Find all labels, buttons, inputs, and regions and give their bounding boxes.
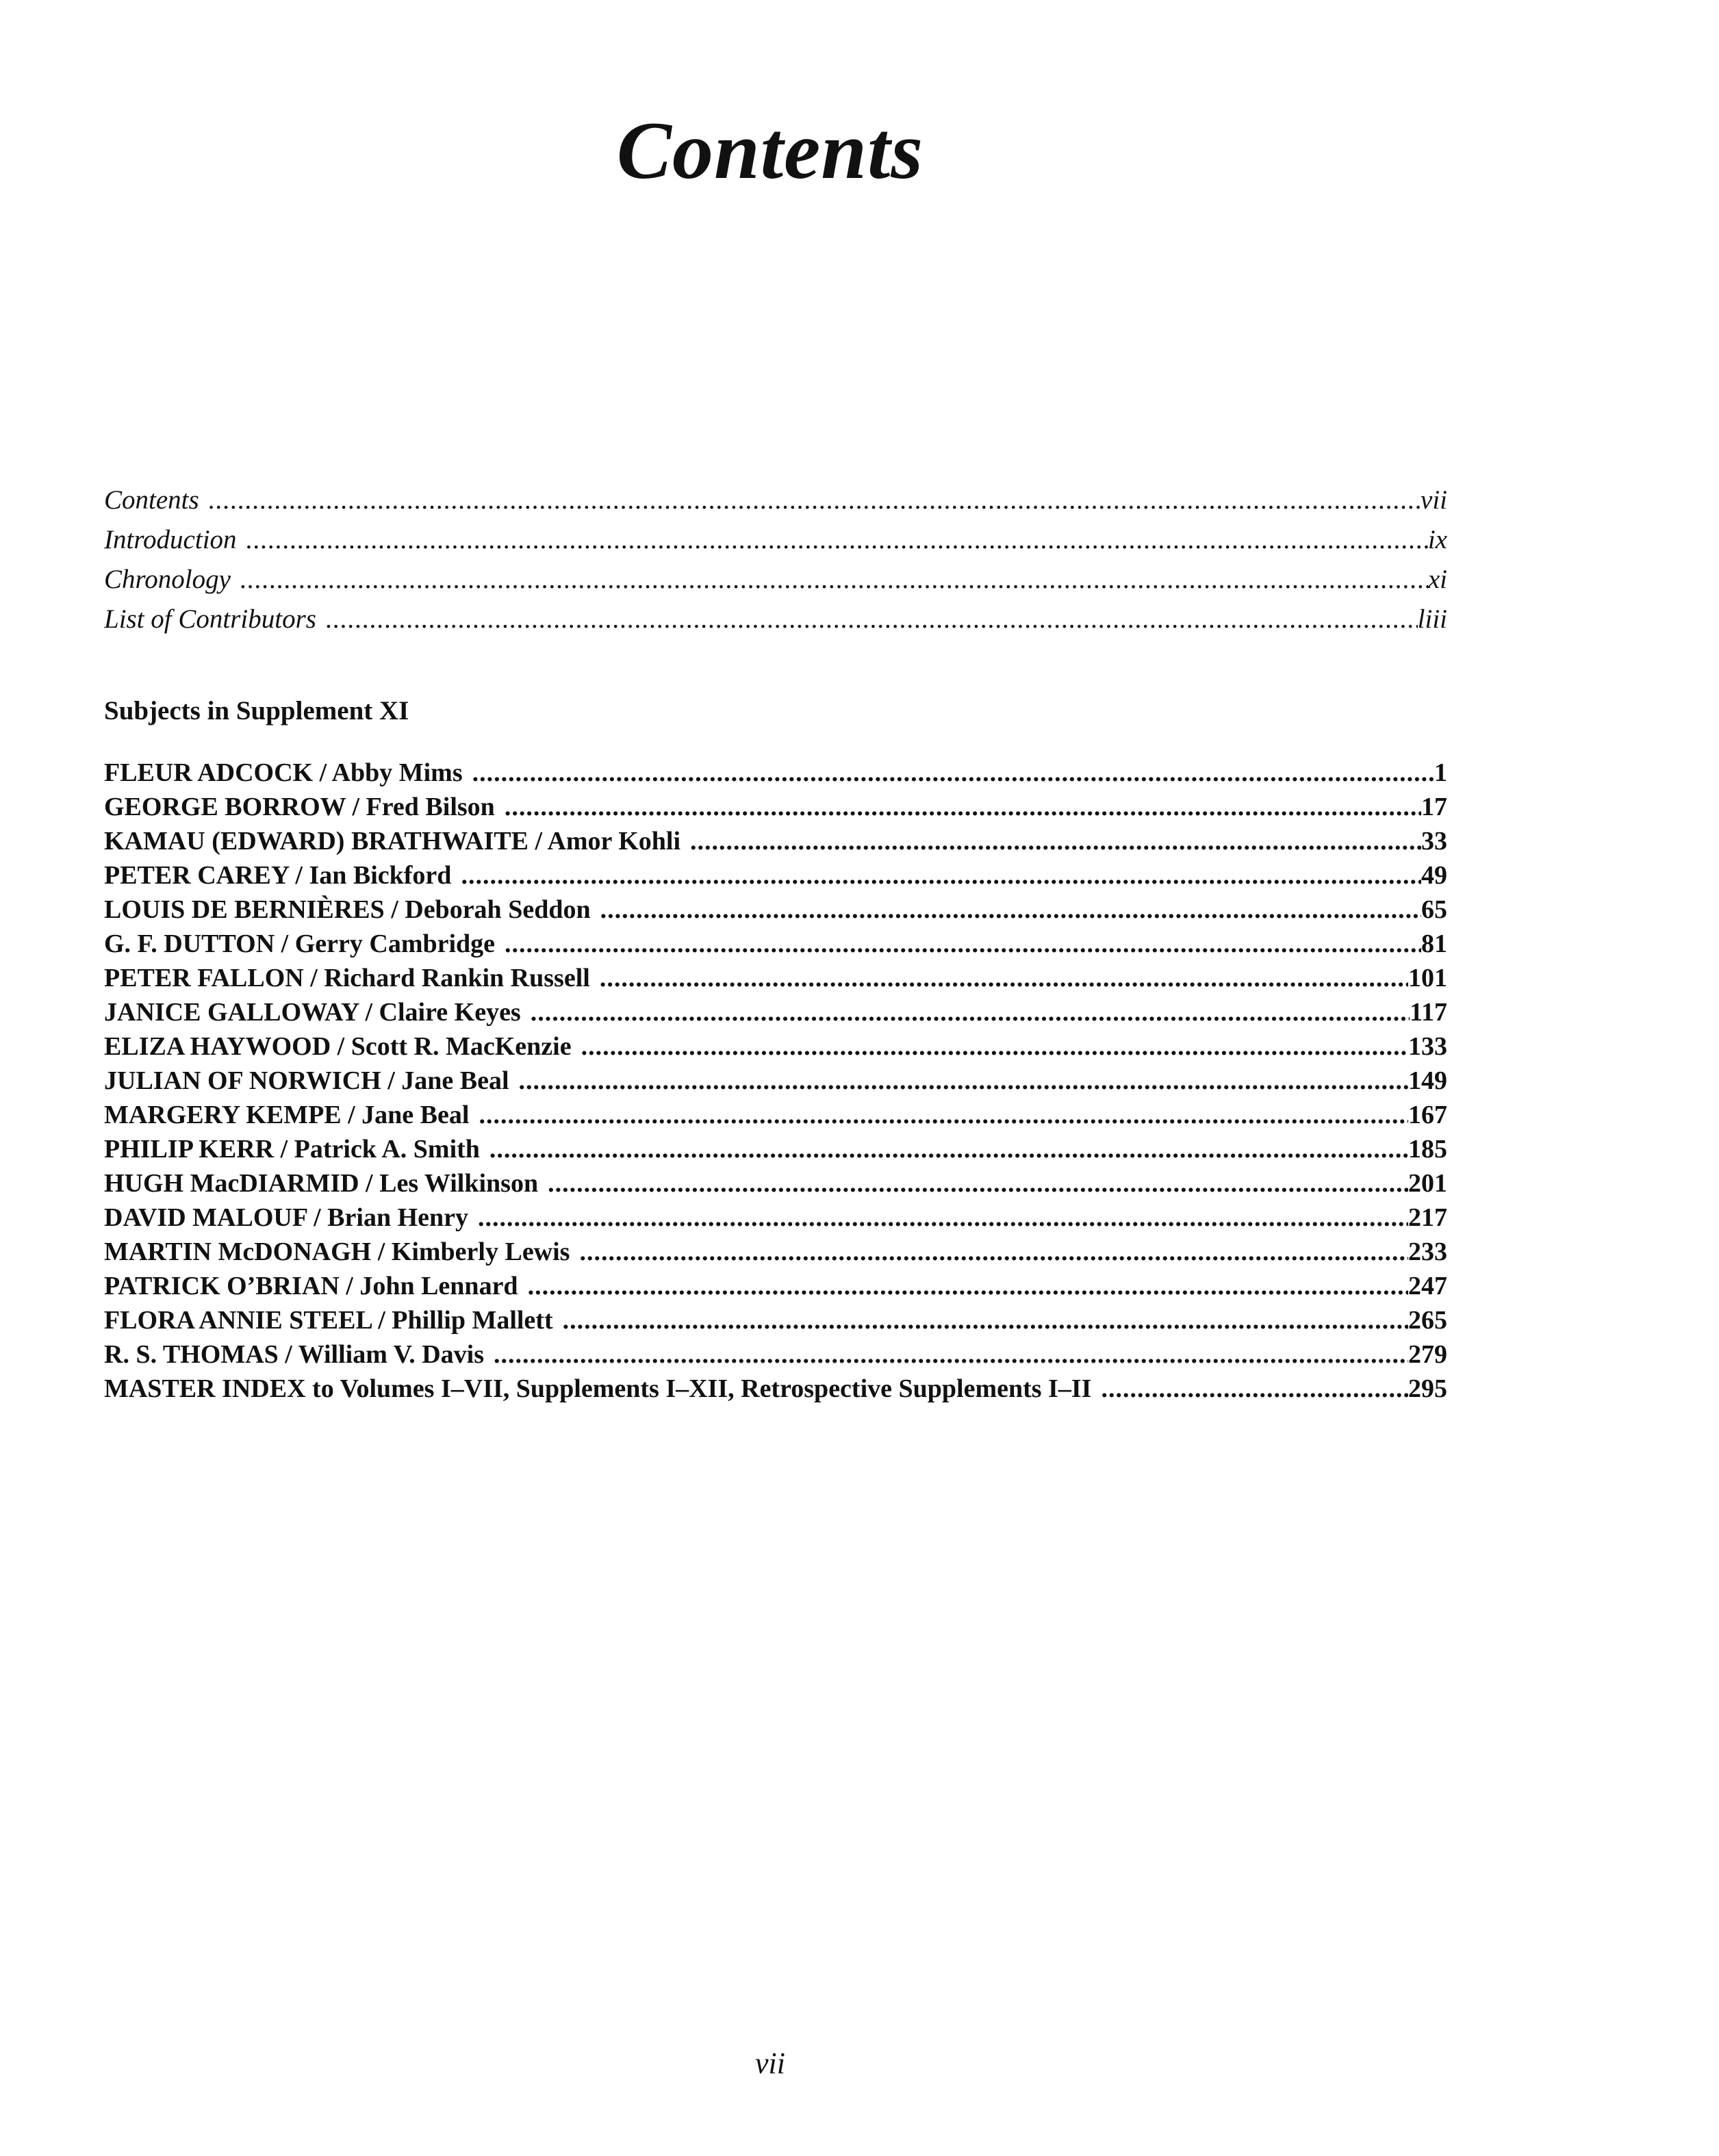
subject-entry-page: 81 [1421,929,1447,958]
subject-entry-page: 133 [1408,1032,1447,1061]
subject-entry-page: 201 [1408,1169,1447,1198]
subject-entry[interactable] [104,790,1447,824]
subject-entry-label: LOUIS DE BERNIÈRES / Deborah Seddon [104,895,591,924]
subject-entry[interactable] [104,893,1447,927]
subject-entry-page: 117 [1410,998,1447,1027]
dot-leader [581,1029,1408,1064]
dot-leader [240,560,1428,600]
toc-entry-label: Contents [104,485,199,515]
dot-leader [494,1337,1408,1372]
dot-leader [563,1303,1408,1337]
dot-leader [479,1098,1408,1132]
subject-entry-label: JANICE GALLOWAY / Claire Keyes [104,998,521,1027]
subject-entry-page: 217 [1408,1203,1447,1232]
dot-leader [246,520,1428,560]
toc-entry-introduction[interactable] [104,520,1447,560]
subject-entry[interactable] [104,1201,1447,1235]
dot-leader [326,600,1418,639]
dot-leader [461,858,1421,893]
dot-leader [531,995,1410,1029]
subject-entry[interactable] [104,1269,1447,1303]
subject-entry-page: 33 [1421,827,1447,856]
front-matter-list [104,480,1447,639]
toc-entry-contents[interactable] [104,480,1447,520]
dot-leader [528,1269,1408,1303]
subject-entry[interactable] [104,1132,1447,1166]
subject-entry-label: ELIZA HAYWOOD / Scott R. MacKenzie [104,1032,572,1061]
subject-entry[interactable] [104,927,1447,961]
subject-entry-page: 233 [1408,1237,1447,1266]
toc-entry-page: ix [1427,525,1447,554]
subject-entry-label: JULIAN OF NORWICH / Jane Beal [104,1066,509,1095]
subject-entry-label: PETER FALLON / Richard Rankin Russell [104,964,590,992]
subject-entry-label: MASTER INDEX to Volumes I–VII, Supplements I–XII, Retrospective Supplements I–II [104,1374,1092,1403]
subject-entry-page: 17 [1421,793,1447,821]
subject-list [104,756,1447,1406]
subject-entry-label: MARGERY KEMPE / Jane Beal [104,1101,470,1129]
subject-entry-label: R. S. THOMAS / William V. Davis [104,1340,485,1369]
toc-entry-page: liii [1417,604,1447,634]
subject-entry[interactable] [104,756,1447,790]
toc-entry-label: Chronology [104,565,231,594]
subject-entry-label: PATRICK O’BRIAN / John Lennard [104,1272,518,1300]
subject-entry[interactable] [104,1098,1447,1132]
subject-entry-label: PHILIP KERR / Patrick A. Smith [104,1135,480,1164]
subject-entry-page: 295 [1408,1374,1447,1403]
subject-entry[interactable] [104,824,1447,858]
subject-entry-page: 49 [1421,861,1447,890]
dot-leader [548,1166,1408,1201]
subject-entry-page: 247 [1408,1272,1447,1300]
toc-entry-label: List of Contributors [104,604,316,634]
subject-entry[interactable] [104,961,1447,995]
subject-entry[interactable] [104,995,1447,1029]
subject-entry-page: 101 [1408,964,1447,992]
dot-leader [472,756,1434,790]
subject-entry[interactable] [104,1064,1447,1098]
dot-leader [1101,1372,1408,1406]
subject-entry-page: 149 [1408,1066,1447,1095]
dot-leader [489,1132,1408,1166]
toc-entry-label: Introduction [104,525,237,554]
subject-entry-page: 279 [1408,1340,1447,1369]
subject-entry[interactable] [104,1303,1447,1337]
dot-leader [209,480,1421,520]
dot-leader [478,1201,1408,1235]
subject-entry-label: HUGH MacDIARMID / Les Wilkinson [104,1169,539,1198]
section-heading: Subjects in Supplement XI [104,696,409,726]
dot-leader [505,927,1421,961]
dot-leader [519,1064,1408,1098]
subject-entry[interactable] [104,1029,1447,1064]
subject-entry-page: 167 [1408,1101,1447,1129]
subject-entry-page: 185 [1408,1135,1447,1164]
dot-leader [600,893,1421,927]
page-number: vii [755,2046,785,2080]
subject-entry[interactable] [104,1337,1447,1372]
subject-entry-label: DAVID MALOUF / Brian Henry [104,1203,468,1232]
subject-entry-page: 1 [1434,758,1447,787]
toc-entry-list-of-contributors[interactable] [104,600,1447,639]
master-index-entry[interactable] [104,1372,1447,1406]
subject-entry-page: 65 [1421,895,1447,924]
subject-entry-page: 265 [1408,1306,1447,1335]
subject-entry-label: MARTIN McDONAGH / Kimberly Lewis [104,1237,570,1266]
subject-entry-label: FLEUR ADCOCK / Abby Mims [104,758,463,787]
subject-entry-label: G. F. DUTTON / Gerry Cambridge [104,929,496,958]
dot-leader [690,824,1421,858]
dot-leader [600,961,1408,995]
subject-entry-label: GEORGE BORROW / Fred Bilson [104,793,495,821]
subject-entry[interactable] [104,858,1447,893]
subject-entry-label: PETER CAREY / Ian Bickford [104,861,452,890]
toc-entry-chronology[interactable] [104,560,1447,600]
toc-entry-page: vii [1421,485,1447,515]
subject-entry[interactable] [104,1235,1447,1269]
subject-entry-label: KAMAU (EDWARD) BRATHWAITE / Amor Kohli [104,827,681,856]
dot-leader [579,1235,1408,1269]
subject-entry[interactable] [104,1166,1447,1201]
page-title: Contents [616,105,924,196]
subject-entry-label: FLORA ANNIE STEEL / Phillip Mallett [104,1306,553,1335]
dot-leader [505,790,1421,824]
toc-entry-page: xi [1427,565,1447,594]
